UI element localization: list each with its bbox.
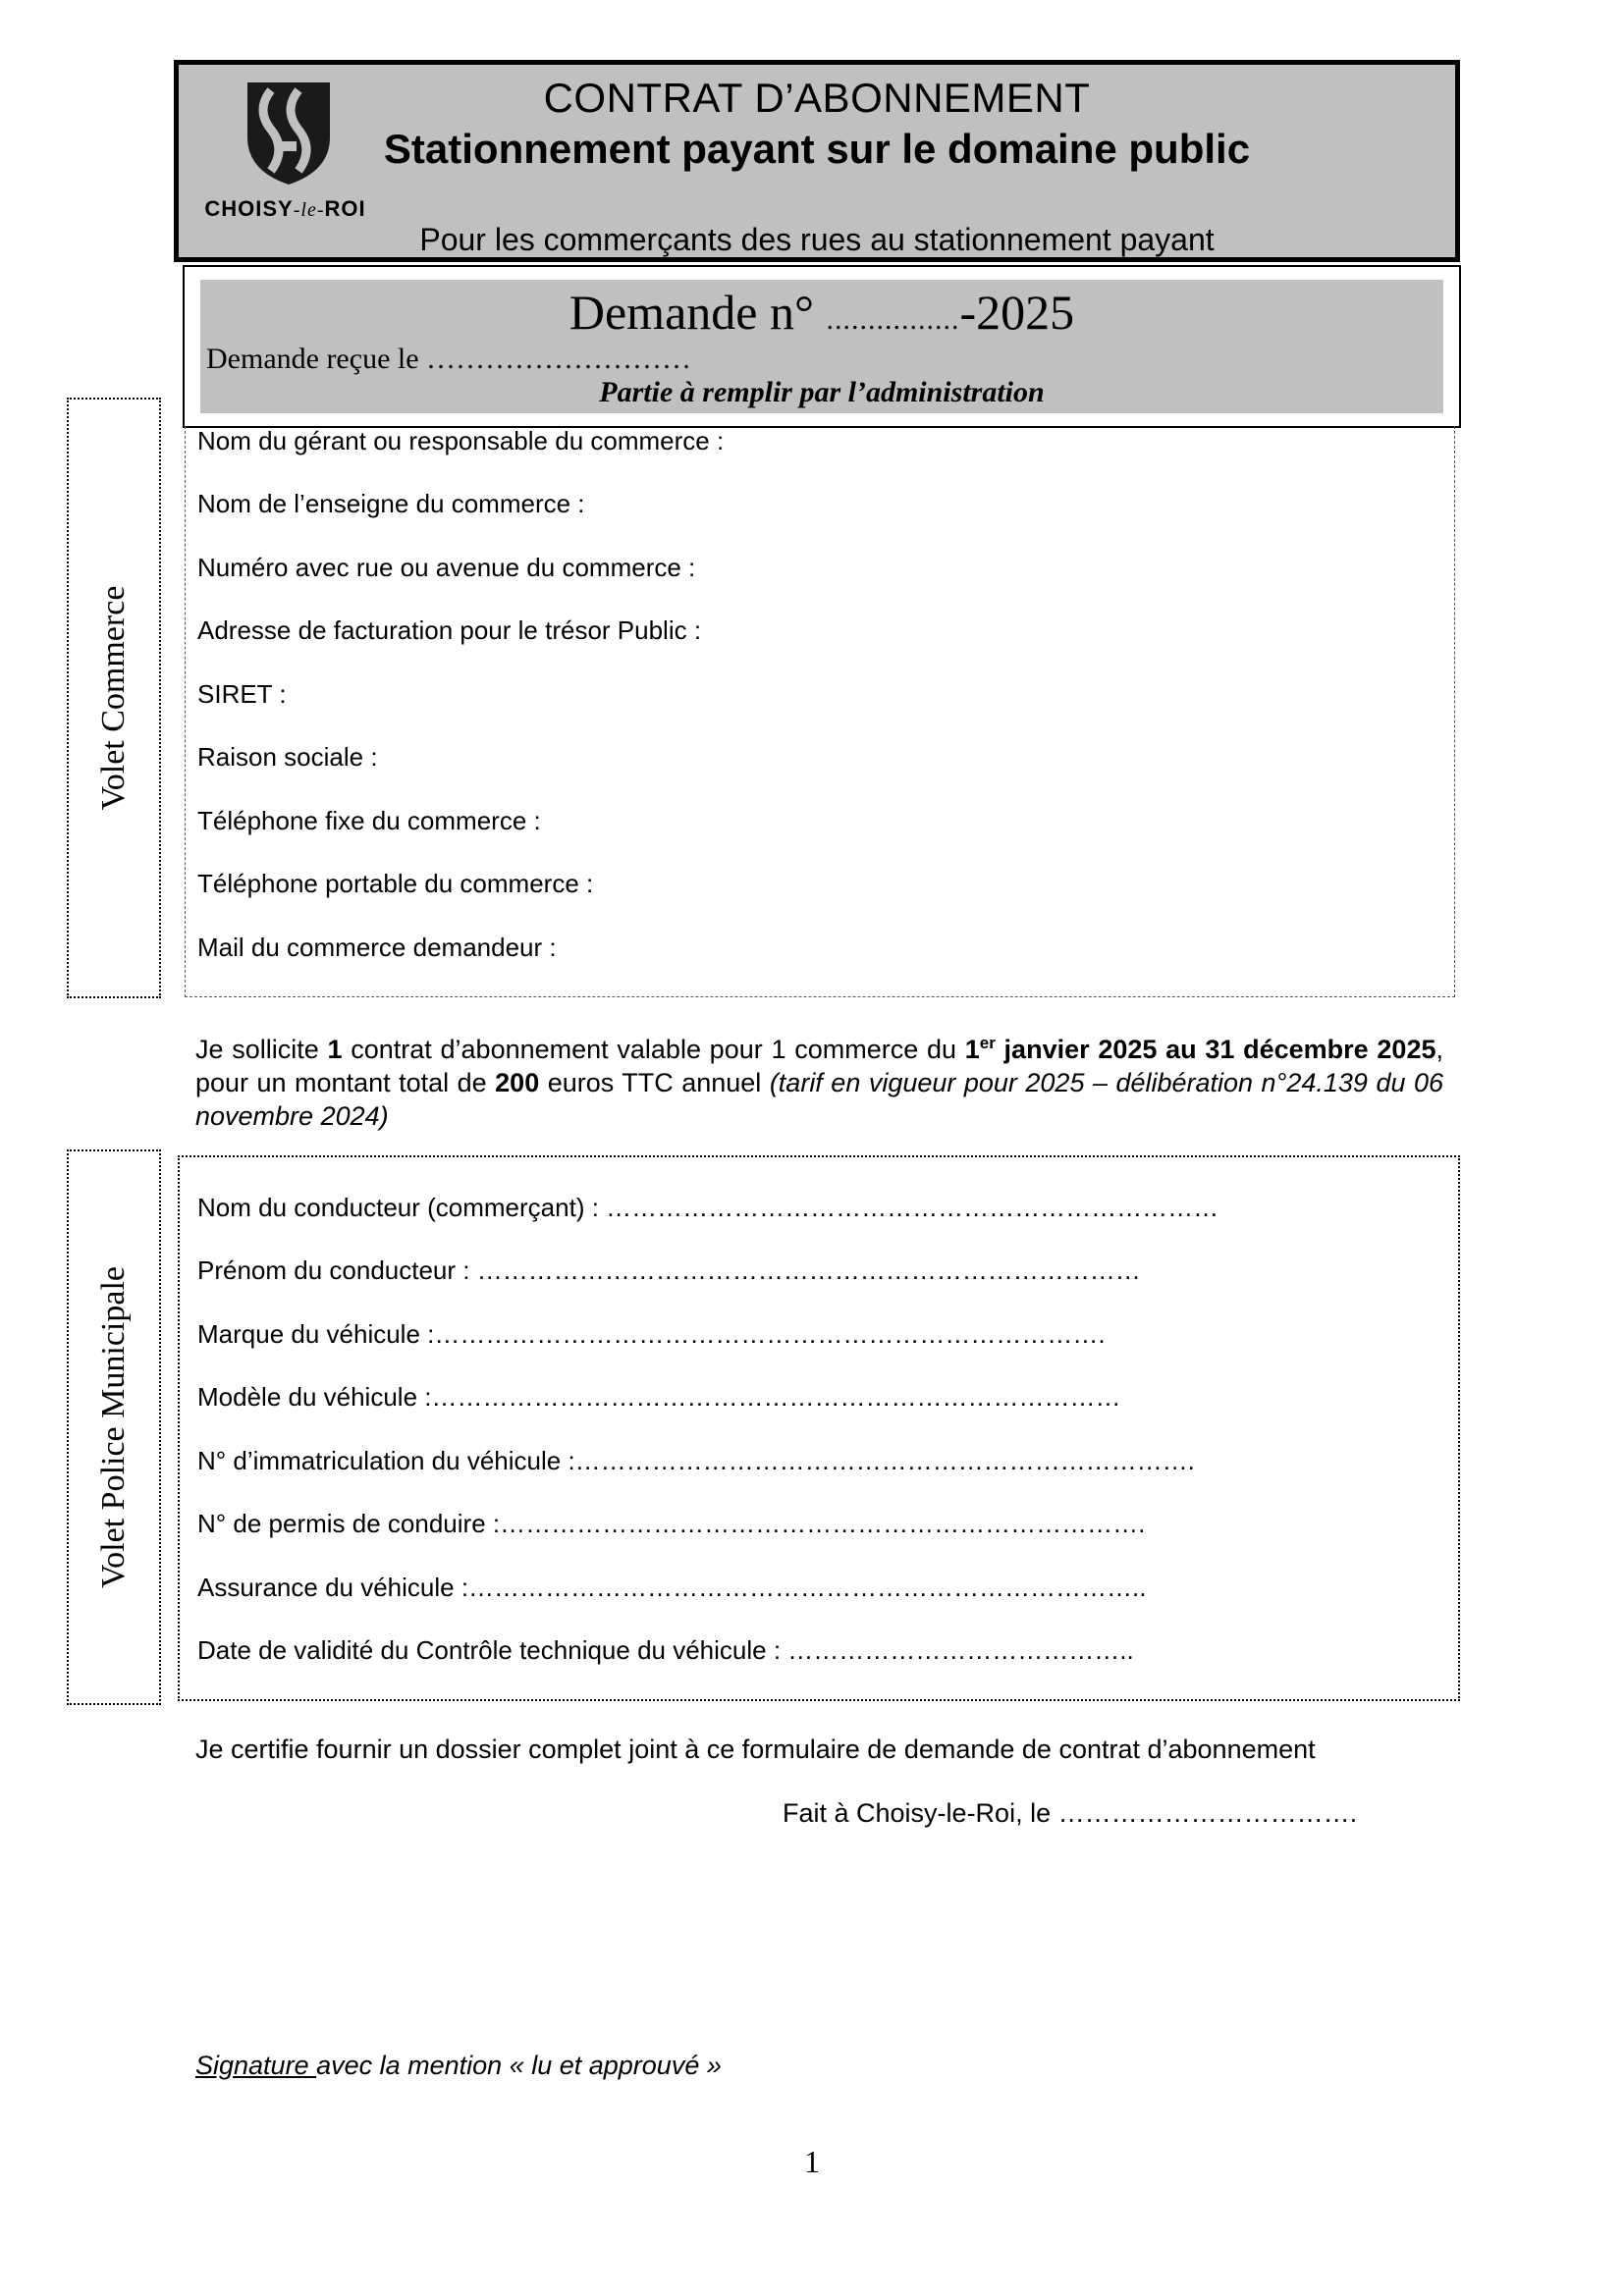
field-vehicle-brand[interactable]: Marque du véhicule :……………………………………………………………………. (197, 1319, 1106, 1349)
field-registration[interactable]: N° d’immatriculation du véhicule :………………………………………………………………. (197, 1446, 1195, 1475)
side-label-police: Volet Police Municipale (95, 1266, 132, 1588)
page-number: 1 (804, 2144, 820, 2179)
signature-line[interactable]: Signature avec la mention « lu et approuvé » (195, 2051, 722, 2080)
demande-number: Demande n° ................-2025 (568, 285, 1075, 340)
demande-received: Demande reçue le ……………………… (206, 343, 692, 375)
admin-inner (200, 280, 1443, 413)
header-box (174, 60, 1460, 262)
certify-statement: Je certifie fournir un dossier complet joint à ce formulaire de demande de contrat d’abonnement (195, 1735, 1316, 1764)
police-form (178, 1155, 1460, 1701)
field-license[interactable]: N° de permis de conduire :…………………………………………………………………. (197, 1509, 1146, 1538)
field-landline[interactable]: Téléphone fixe du commerce : (197, 806, 541, 835)
side-label-commerce-box (67, 398, 161, 998)
field-manager-name[interactable]: Nom du gérant ou responsable du commerce : (197, 426, 725, 455)
field-email[interactable]: Mail du commerce demandeur : (197, 933, 557, 962)
field-mobile[interactable]: Téléphone portable du commerce : (197, 869, 594, 898)
city-logo-text: CHOISY-le-ROI (204, 196, 366, 221)
admin-note: Partie à remplir par l’administration (599, 376, 1045, 408)
place-date-line[interactable]: Fait à Choisy-le-Roi, le ……………………………. (783, 1798, 1358, 1828)
field-driver-firstname[interactable]: Prénom du conducteur : …………………………………………………………………… (197, 1255, 1141, 1285)
field-vehicle-model[interactable]: Modèle du véhicule :……………………………………………………………………… (197, 1382, 1121, 1412)
field-company-name[interactable]: Raison sociale : (197, 742, 378, 772)
field-shop-address[interactable]: Numéro avec rue ou avenue du commerce : (197, 553, 696, 582)
side-label-commerce: Volet Commerce (95, 585, 132, 811)
document-audience: Pour les commerçants des rues au stationnement payant (419, 222, 1215, 257)
side-label-police-box (67, 1149, 161, 1705)
field-driver-lastname[interactable]: Nom du conducteur (commerçant) : ……………………………………………………………… (197, 1193, 1219, 1222)
field-shop-sign[interactable]: Nom de l’enseigne du commerce : (197, 489, 585, 518)
field-insurance[interactable]: Assurance du véhicule :…………………………………………………………………….. (197, 1573, 1147, 1602)
request-paragraph: Je sollicite 1 contrat d’abonnement valable pour 1 commerce du 1er janvier 2025 au 31 décembre 2025, pour un montant total de 200 euros TTC annuel (tarif en vigueur pour 2025 – délibération n°24.139 du 06 novembre 2024) (195, 1034, 1443, 1131)
commerce-form (185, 426, 1455, 997)
field-inspection-date[interactable]: Date de validité du Contrôle technique du véhicule : ………………………………….. (197, 1635, 1134, 1665)
document-title: CONTRAT D’ABONNEMENT (543, 75, 1091, 121)
admin-box (183, 265, 1461, 428)
field-billing-address[interactable]: Adresse de facturation pour le trésor Public : (197, 615, 702, 645)
document-subtitle: Stationnement payant sur le domaine public (383, 126, 1251, 172)
field-siret[interactable]: SIRET : (197, 679, 287, 709)
